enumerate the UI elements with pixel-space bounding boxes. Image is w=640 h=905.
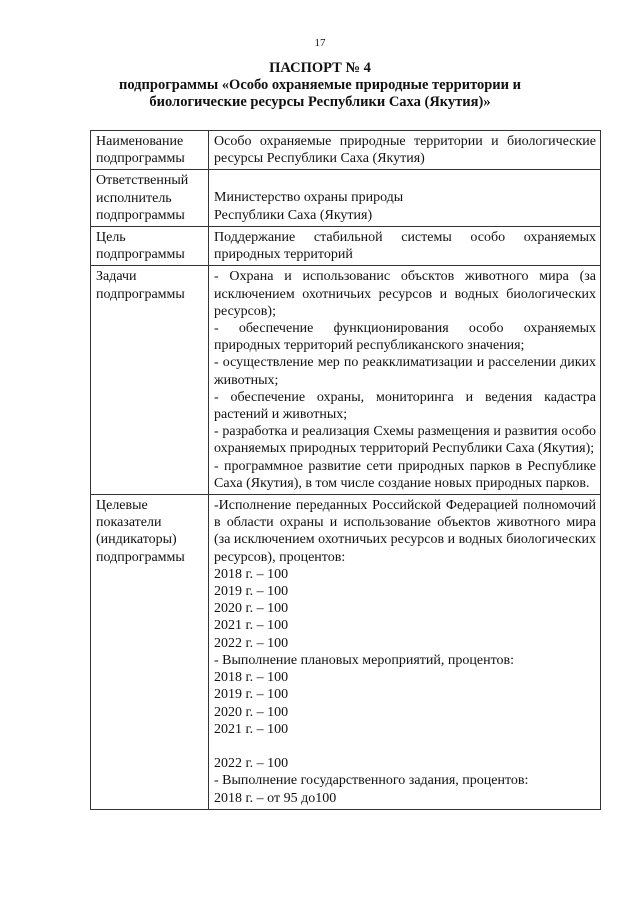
indicator-year: 2021 г. – 100 — [214, 721, 289, 737]
title-line-3: биологические ресурсы Республики Саха (Якутия)» — [149, 94, 491, 110]
indicator-year: 2019 г. – 100 — [214, 687, 289, 703]
indicator-year: 2019 г. – 100 — [214, 584, 289, 600]
label-cell: Наименование подпрограммы — [91, 131, 209, 170]
indicator-year: 2021 г. – 100 — [214, 618, 289, 634]
label-cell: Задачи подпрограммы — [91, 266, 209, 495]
indicator-text: - Выполнение плановых мероприятий, процентов: — [214, 652, 515, 668]
page-number: 17 — [314, 37, 326, 49]
table-row-indicators — [91, 495, 601, 810]
title-line-1: ПАСПОРТ № 4 — [269, 60, 371, 76]
table-row-executor — [91, 170, 601, 227]
subprogram-goal: Поддержание стабильной системы особо охраняемых природных территорий — [209, 227, 601, 266]
target-indicators — [209, 495, 601, 810]
list-item: - обеспечение охраны, мониторинга и ведения кадастра растений и животных; — [214, 389, 596, 423]
indicator-year: 2018 г. – 100 — [214, 670, 289, 686]
list-item: - обеспечение функционирования особо охраняемых природных территорий республиканского значения; — [214, 321, 596, 354]
title-line-2: подпрограммы «Особо охраняемые природные территории и — [119, 77, 521, 93]
label-cell: Цель подпрограммы — [91, 227, 209, 266]
list-item: - осуществление мер по реакклиматизации и расселении диких животных; — [214, 355, 596, 388]
indicator-year: 2018 г. – 100 — [214, 566, 289, 582]
indicator-year: 2020 г. – 100 — [214, 704, 289, 720]
table-row-name — [91, 131, 601, 170]
indicator-text: - Выполнение государственного задания, процентов: — [214, 773, 529, 789]
table-row-goal — [91, 227, 601, 266]
indicator-year: 2018 г. – от 95 до100 — [214, 790, 337, 806]
subprogram-name: Особо охраняемые природные территории и биологические ресурсы Республики Саха (Якутия) — [209, 131, 601, 170]
label-cell: Целевые показатели (индикаторы) подпрограммы — [91, 495, 209, 810]
indicator-year: 2020 г. – 100 — [214, 601, 289, 617]
table-row-tasks — [91, 266, 601, 495]
responsible-executor: Министерство охраны природы Республики Саха (Якутия) — [209, 170, 601, 227]
subprogram-tasks — [209, 266, 601, 495]
blank-line — [214, 738, 596, 755]
list-item: - Охрана и использованис объсктов животного мира (за исключением охотничьих ресурсов и водных биологических ресурсов); — [214, 269, 596, 319]
label-cell: Ответственный исполнитель подпрограммы — [91, 170, 209, 227]
list-item: - разработка и реализация Схемы размещения и развития особо охраняемых природных территорий Республики Саха (Якутия); — [214, 424, 596, 457]
passport-title — [100, 60, 540, 111]
indicator-year: 2022 г. – 100 — [214, 756, 289, 772]
passport-table — [90, 130, 601, 810]
indicator-year: 2022 г. – 100 — [214, 635, 289, 651]
list-item: - программное развитие сети природных парков в Республике Саха (Якутия), в том числе создание новых природных парков. — [214, 458, 596, 491]
indicator-text: -Исполнение переданных Российской Федерацией полномочий в области охраны и использование объектов животного мира (за исключением охотничьих ресурсов и водных биологических ресурсов), процентов: — [214, 498, 596, 565]
